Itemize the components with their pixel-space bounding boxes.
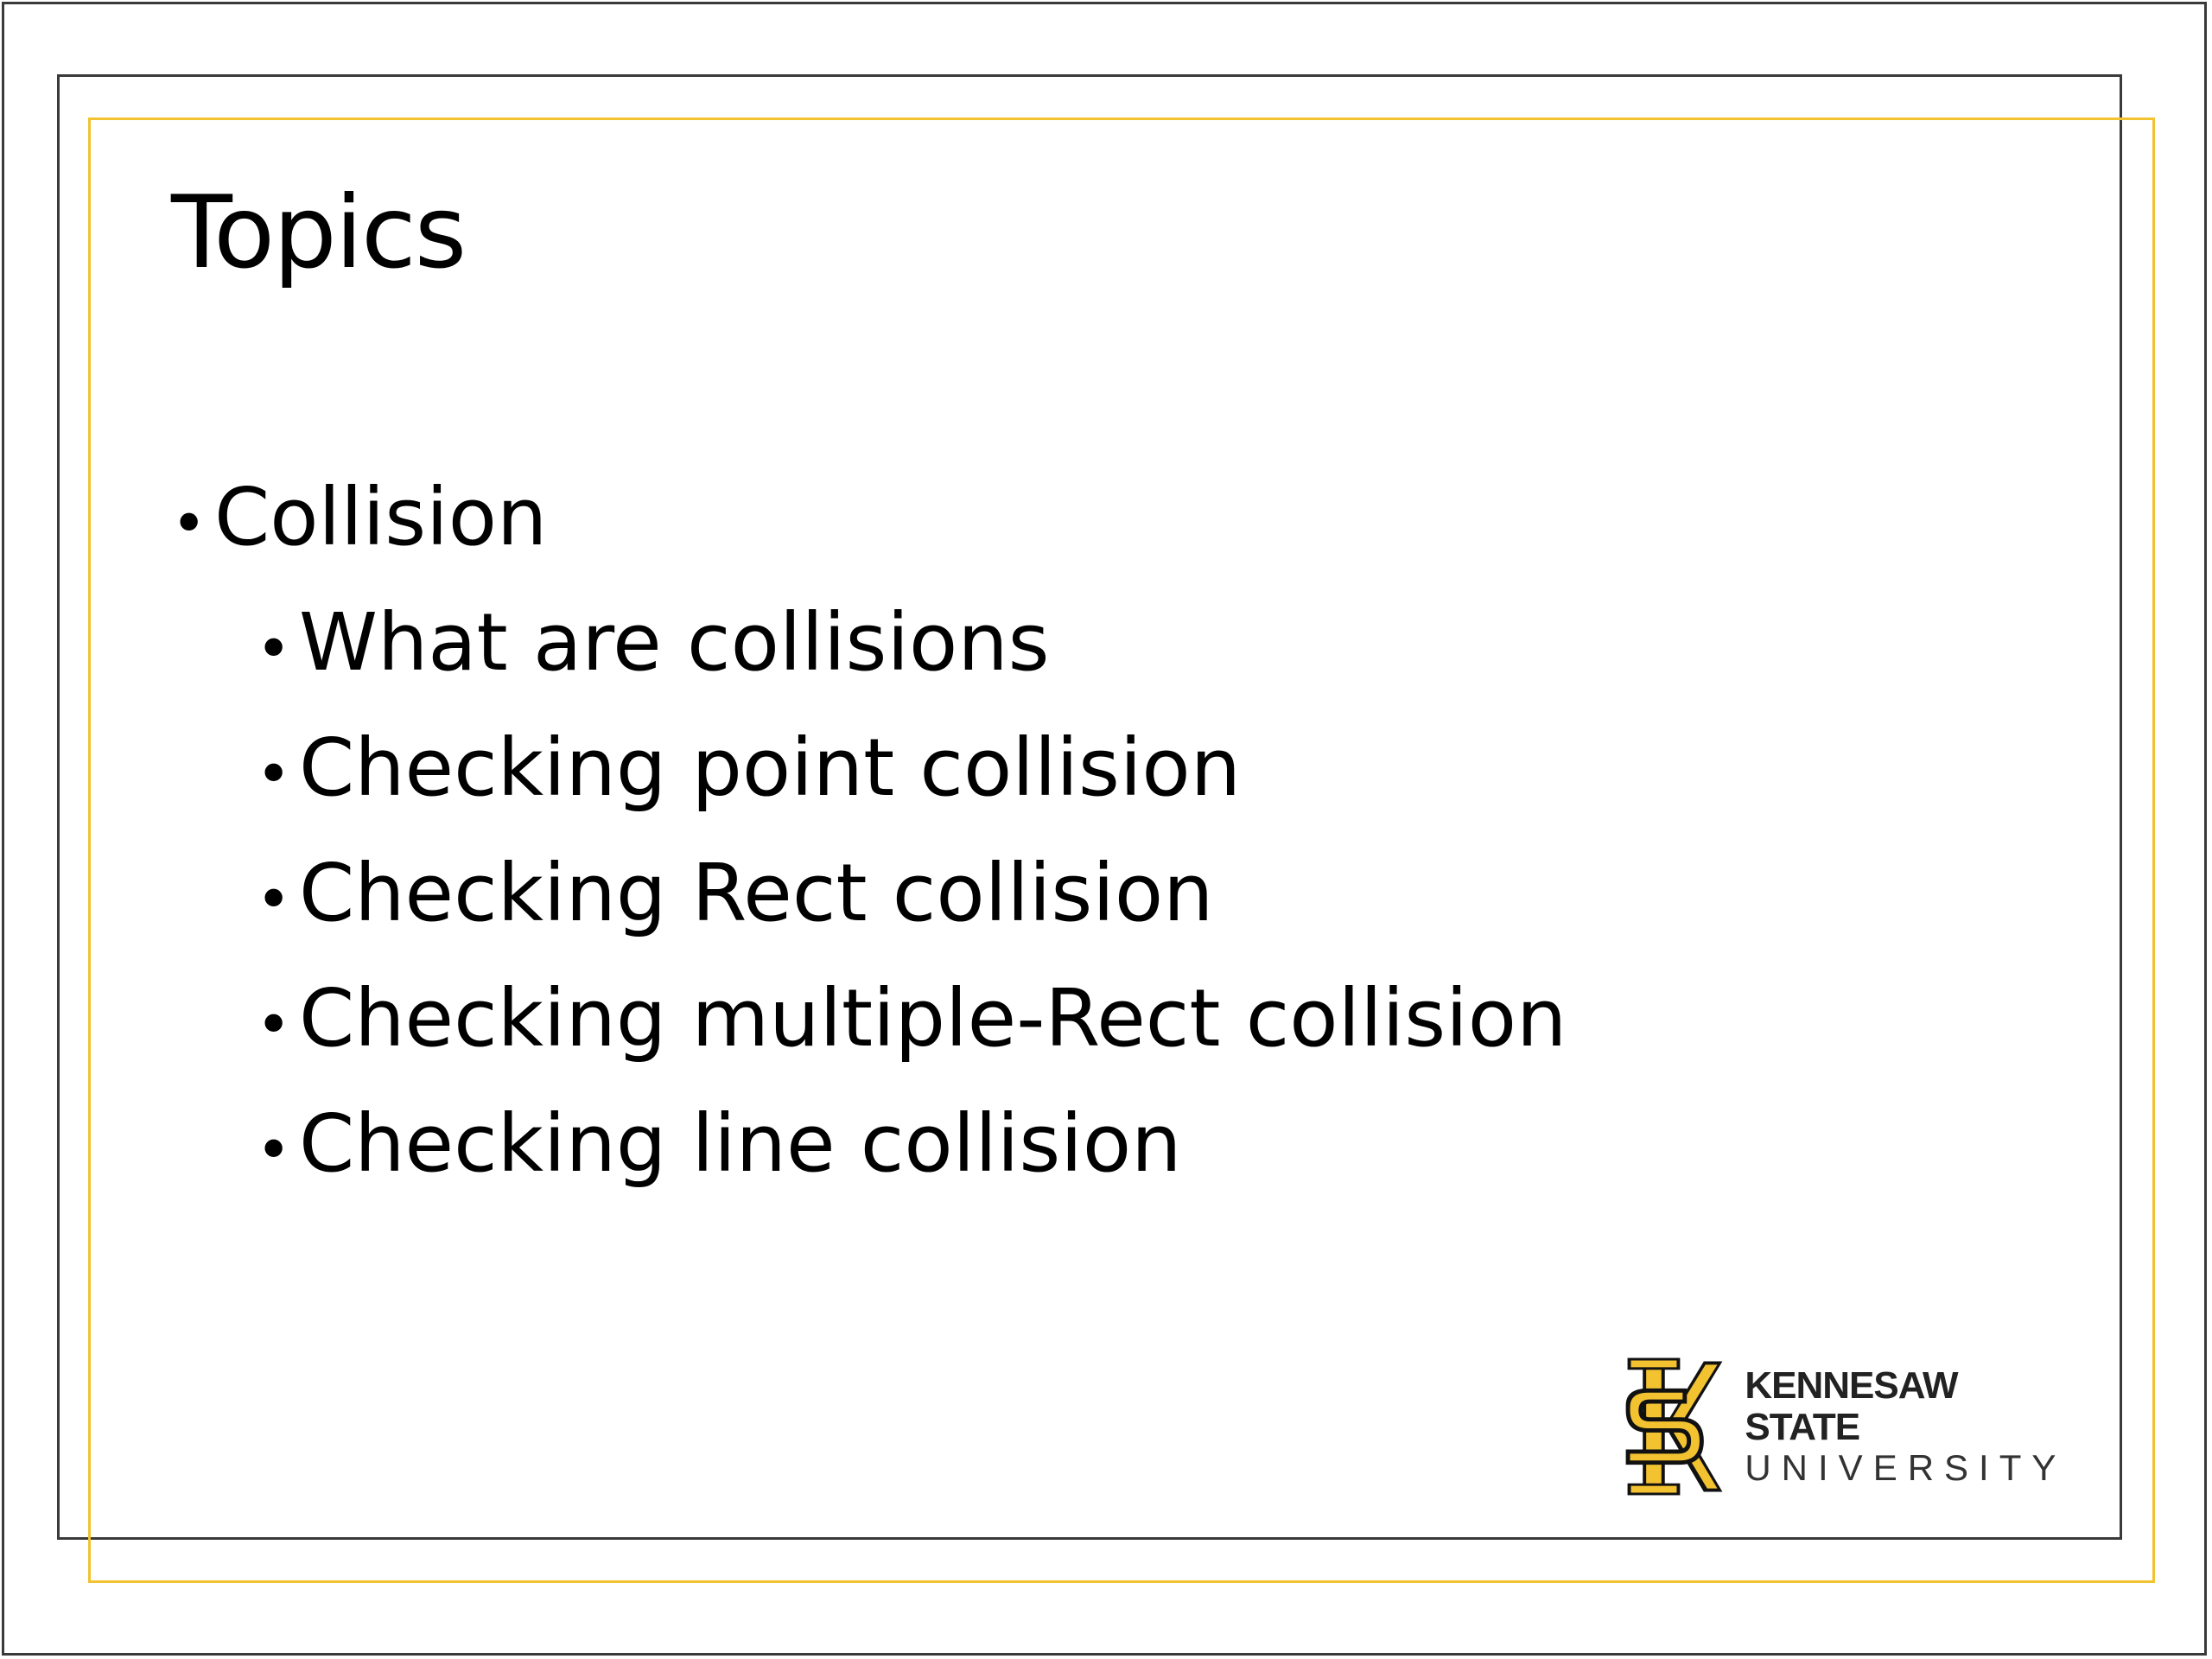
- bullet-icon: •: [256, 613, 292, 684]
- sub-bullet-item: [171, 834, 1567, 959]
- slide-title: Topics: [171, 175, 466, 291]
- bullet-icon: •: [256, 1115, 292, 1185]
- ksu-wordmark: [1745, 1365, 2075, 1489]
- bullet-icon: •: [256, 864, 292, 935]
- ksu-logo: [1609, 1353, 2075, 1500]
- bullet-text: Checking Rect collision: [299, 847, 1214, 939]
- sub-bullet-item: [171, 959, 1567, 1084]
- sub-bullet-item: [171, 583, 1567, 709]
- sub-bullet-item: [171, 1084, 1567, 1210]
- bullet-icon: •: [171, 488, 207, 559]
- bullet-text: What are collisions: [299, 596, 1050, 689]
- ksu-monogram-icon: [1609, 1353, 1726, 1500]
- bullet-text: Checking point collision: [299, 721, 1242, 814]
- bullet-icon: •: [256, 739, 292, 810]
- bullet-item: [171, 458, 1567, 583]
- sub-bullet-item: [171, 709, 1567, 834]
- logo-line2: UNIVERSITY: [1745, 1447, 2067, 1489]
- bullet-text: Collision: [214, 471, 548, 563]
- logo-line1: KENNESAW STATE: [1745, 1363, 1958, 1448]
- topics-bullet-list: [171, 458, 1567, 1210]
- bullet-icon: •: [256, 989, 292, 1060]
- bullet-text: Checking line collision: [299, 1097, 1182, 1190]
- bullet-text: Checking multiple-Rect collision: [299, 972, 1567, 1065]
